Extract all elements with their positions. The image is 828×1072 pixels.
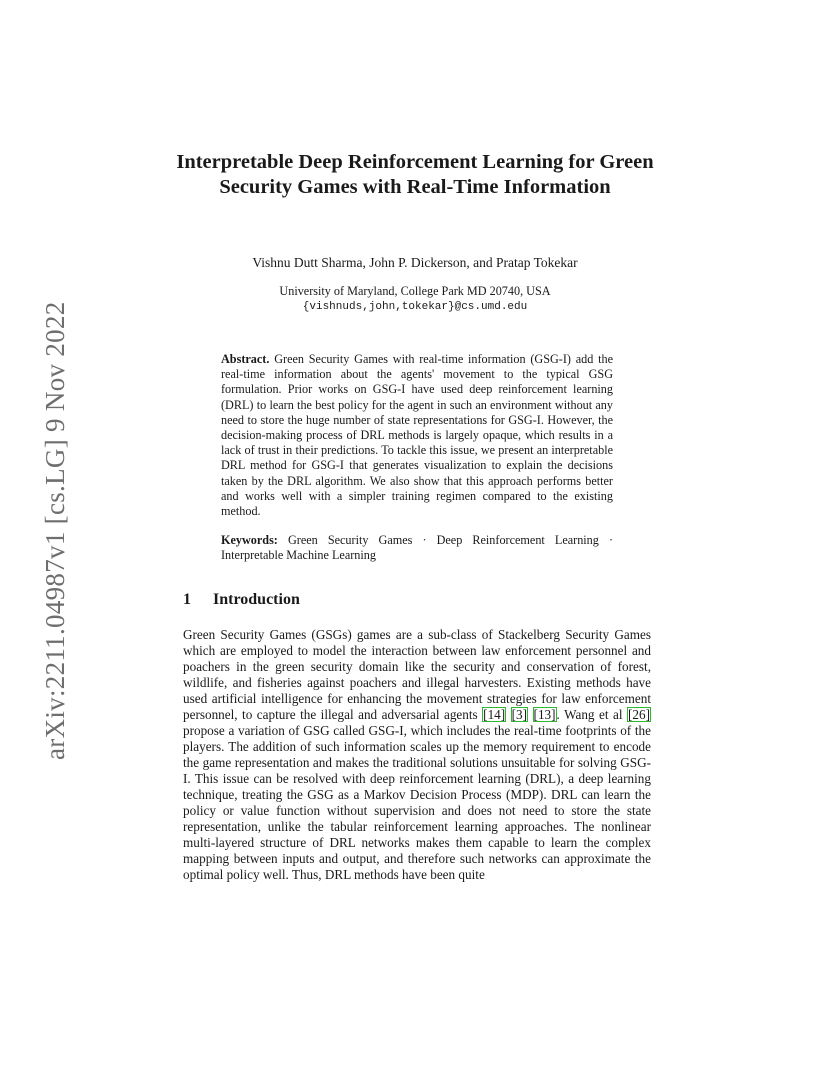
section-heading: [183, 591, 300, 609]
keywords-label: Keywords:: [221, 533, 278, 547]
introduction-paragraph: [183, 627, 651, 883]
abstract-text: Green Security Games with real-time information (GSG-I) add the real-time information about the agents' movement to the typical GSG formulation. Prior works on GSG-I have used deep reinforcement learning (DRL) to learn the best policy for the agent in such an environment without any need to store the huge number of state representations for GSG-I. However, the decision-making process of DRL methods is largely opaque, which results in a lack of trust in their predictions. To tackle this issue, we present an interpretable DRL method for GSG-I that generates visualization to explain the decisions taken by the DRL algorithm. We also show that this approach performs better and works well with a simpler training regimen compared to the existing method.: [221, 352, 614, 519]
intro-text-2: . Wang et al: [556, 707, 627, 722]
abstract-label: Abstract.: [221, 352, 270, 366]
intro-text-3: propose a variation of GSG called GSG-I, which includes the real-time footprints of the players. The addition of such information scales up the memory requirement to encode the game representation and makes the traditional solutions unsuitable for solving GSG-I. This issue can be resolved with deep reinforcement learning (DRL), a deep learning technique, treating the GSG as a Markov Decision Process (MDP). DRL can learn the policy or value function without supervision and does not need to store the state representation, unlike the tabular reinforcement learning approaches. The nonlinear multi-layered structure of DRL networks makes them capable to learn the complex mapping between inputs and output, and therefore such networks can approximate the optimal policy well. Thus, DRL methods have been quite: [183, 723, 651, 882]
section-title: Introduction: [213, 591, 300, 608]
citation-link[interactable]: [14]: [483, 707, 506, 722]
keywords: [221, 533, 613, 563]
citation-link[interactable]: [26]: [628, 707, 650, 722]
affiliation-block: [150, 283, 680, 315]
affiliation: University of Maryland, College Park MD 20740, USA: [279, 284, 551, 298]
arxiv-identifier: arXiv:2211.04987v1 [cs.LG] 9 Nov 2022: [40, 301, 70, 760]
arxiv-sidebar: [20, 300, 70, 760]
paper-title: Interpretable Deep Reinforcement Learning for Green Security Games with Real-Time Information: [176, 151, 654, 198]
citation-link[interactable]: [13]: [533, 707, 556, 722]
section-number: 1: [183, 591, 191, 608]
abstract: [221, 352, 613, 519]
citation-link[interactable]: [3]: [511, 707, 528, 722]
intro-text-1: Green Security Games (GSGs) games are a sub-class of Stackelberg Security Games which are employed to model the interaction between law enforcement personnel and poachers in the green security domain like the security and conservation of forest, wildlife, and fisheries against poachers and illegal harvesters. Existing methods have used artificial intelligence for enhancing the movement strategies for law enforcement personnel, to capture the illegal and adversarial agents: [183, 627, 651, 722]
keywords-text: Green Security Games · Deep Reinforcement Learning · Interpretable Machine Learning: [221, 533, 614, 563]
author-email: {vishnuds,john,tokekar}@cs.umd.edu: [302, 301, 528, 313]
paper-authors: Vishnu Dutt Sharma, John P. Dickerson, and Pratap Tokekar: [252, 255, 578, 270]
